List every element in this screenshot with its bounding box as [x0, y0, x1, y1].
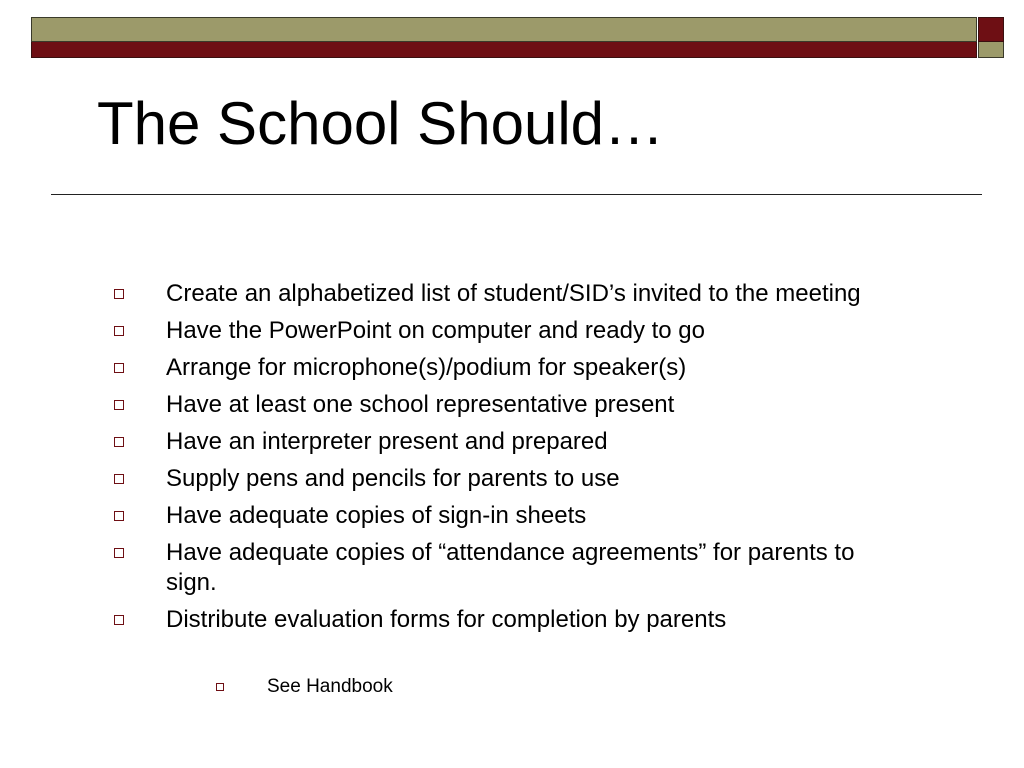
- bullet-text: Have adequate copies of “attendance agreements” for parents to sign.: [166, 539, 855, 596]
- bullet-item: [113, 538, 903, 598]
- bullet-text: Create an alphabetized list of student/SID’s invited to the meeting: [166, 280, 861, 307]
- bullet-text: Have at least one school representative present: [166, 391, 675, 418]
- bullet-text: Arrange for microphone(s)/podium for speaker(s): [166, 354, 687, 381]
- bullet-text: Distribute evaluation forms for completion by parents: [166, 606, 727, 633]
- bullet-item: [113, 464, 903, 494]
- hollow-square-icon: [114, 289, 124, 299]
- hollow-square-icon: [114, 615, 124, 625]
- bullet-item: [113, 501, 903, 531]
- bullet-item: [113, 279, 903, 309]
- header-band-maroon: [31, 42, 977, 58]
- header-corner-square-maroon: [978, 17, 1004, 42]
- bullet-text: Have adequate copies of sign-in sheets: [166, 502, 587, 529]
- hollow-square-icon: [114, 511, 124, 521]
- header-corner-square-olive: [978, 42, 1004, 58]
- header-band-olive: [31, 17, 977, 42]
- slide-title: The School Should…: [97, 90, 665, 157]
- bullet-item: [113, 390, 903, 420]
- sub-bullet-text: See Handbook: [267, 676, 393, 697]
- hollow-square-icon: [114, 400, 124, 410]
- bullet-list: [113, 279, 903, 642]
- bullet-item: [113, 353, 903, 383]
- title-divider: [51, 194, 982, 195]
- bullet-text: Have the PowerPoint on computer and ready to go: [166, 317, 705, 344]
- bullet-item: [113, 605, 903, 635]
- hollow-square-icon: [114, 548, 124, 558]
- bullet-text: Have an interpreter present and prepared: [166, 428, 608, 455]
- hollow-square-icon: [114, 326, 124, 336]
- bullet-item: [113, 316, 903, 346]
- bullet-text: Supply pens and pencils for parents to use: [166, 465, 620, 492]
- hollow-square-icon: [216, 683, 224, 691]
- hollow-square-icon: [114, 363, 124, 373]
- hollow-square-icon: [114, 474, 124, 484]
- bullet-item: [113, 427, 903, 457]
- hollow-square-icon: [114, 437, 124, 447]
- sub-bullet-item: [216, 675, 393, 699]
